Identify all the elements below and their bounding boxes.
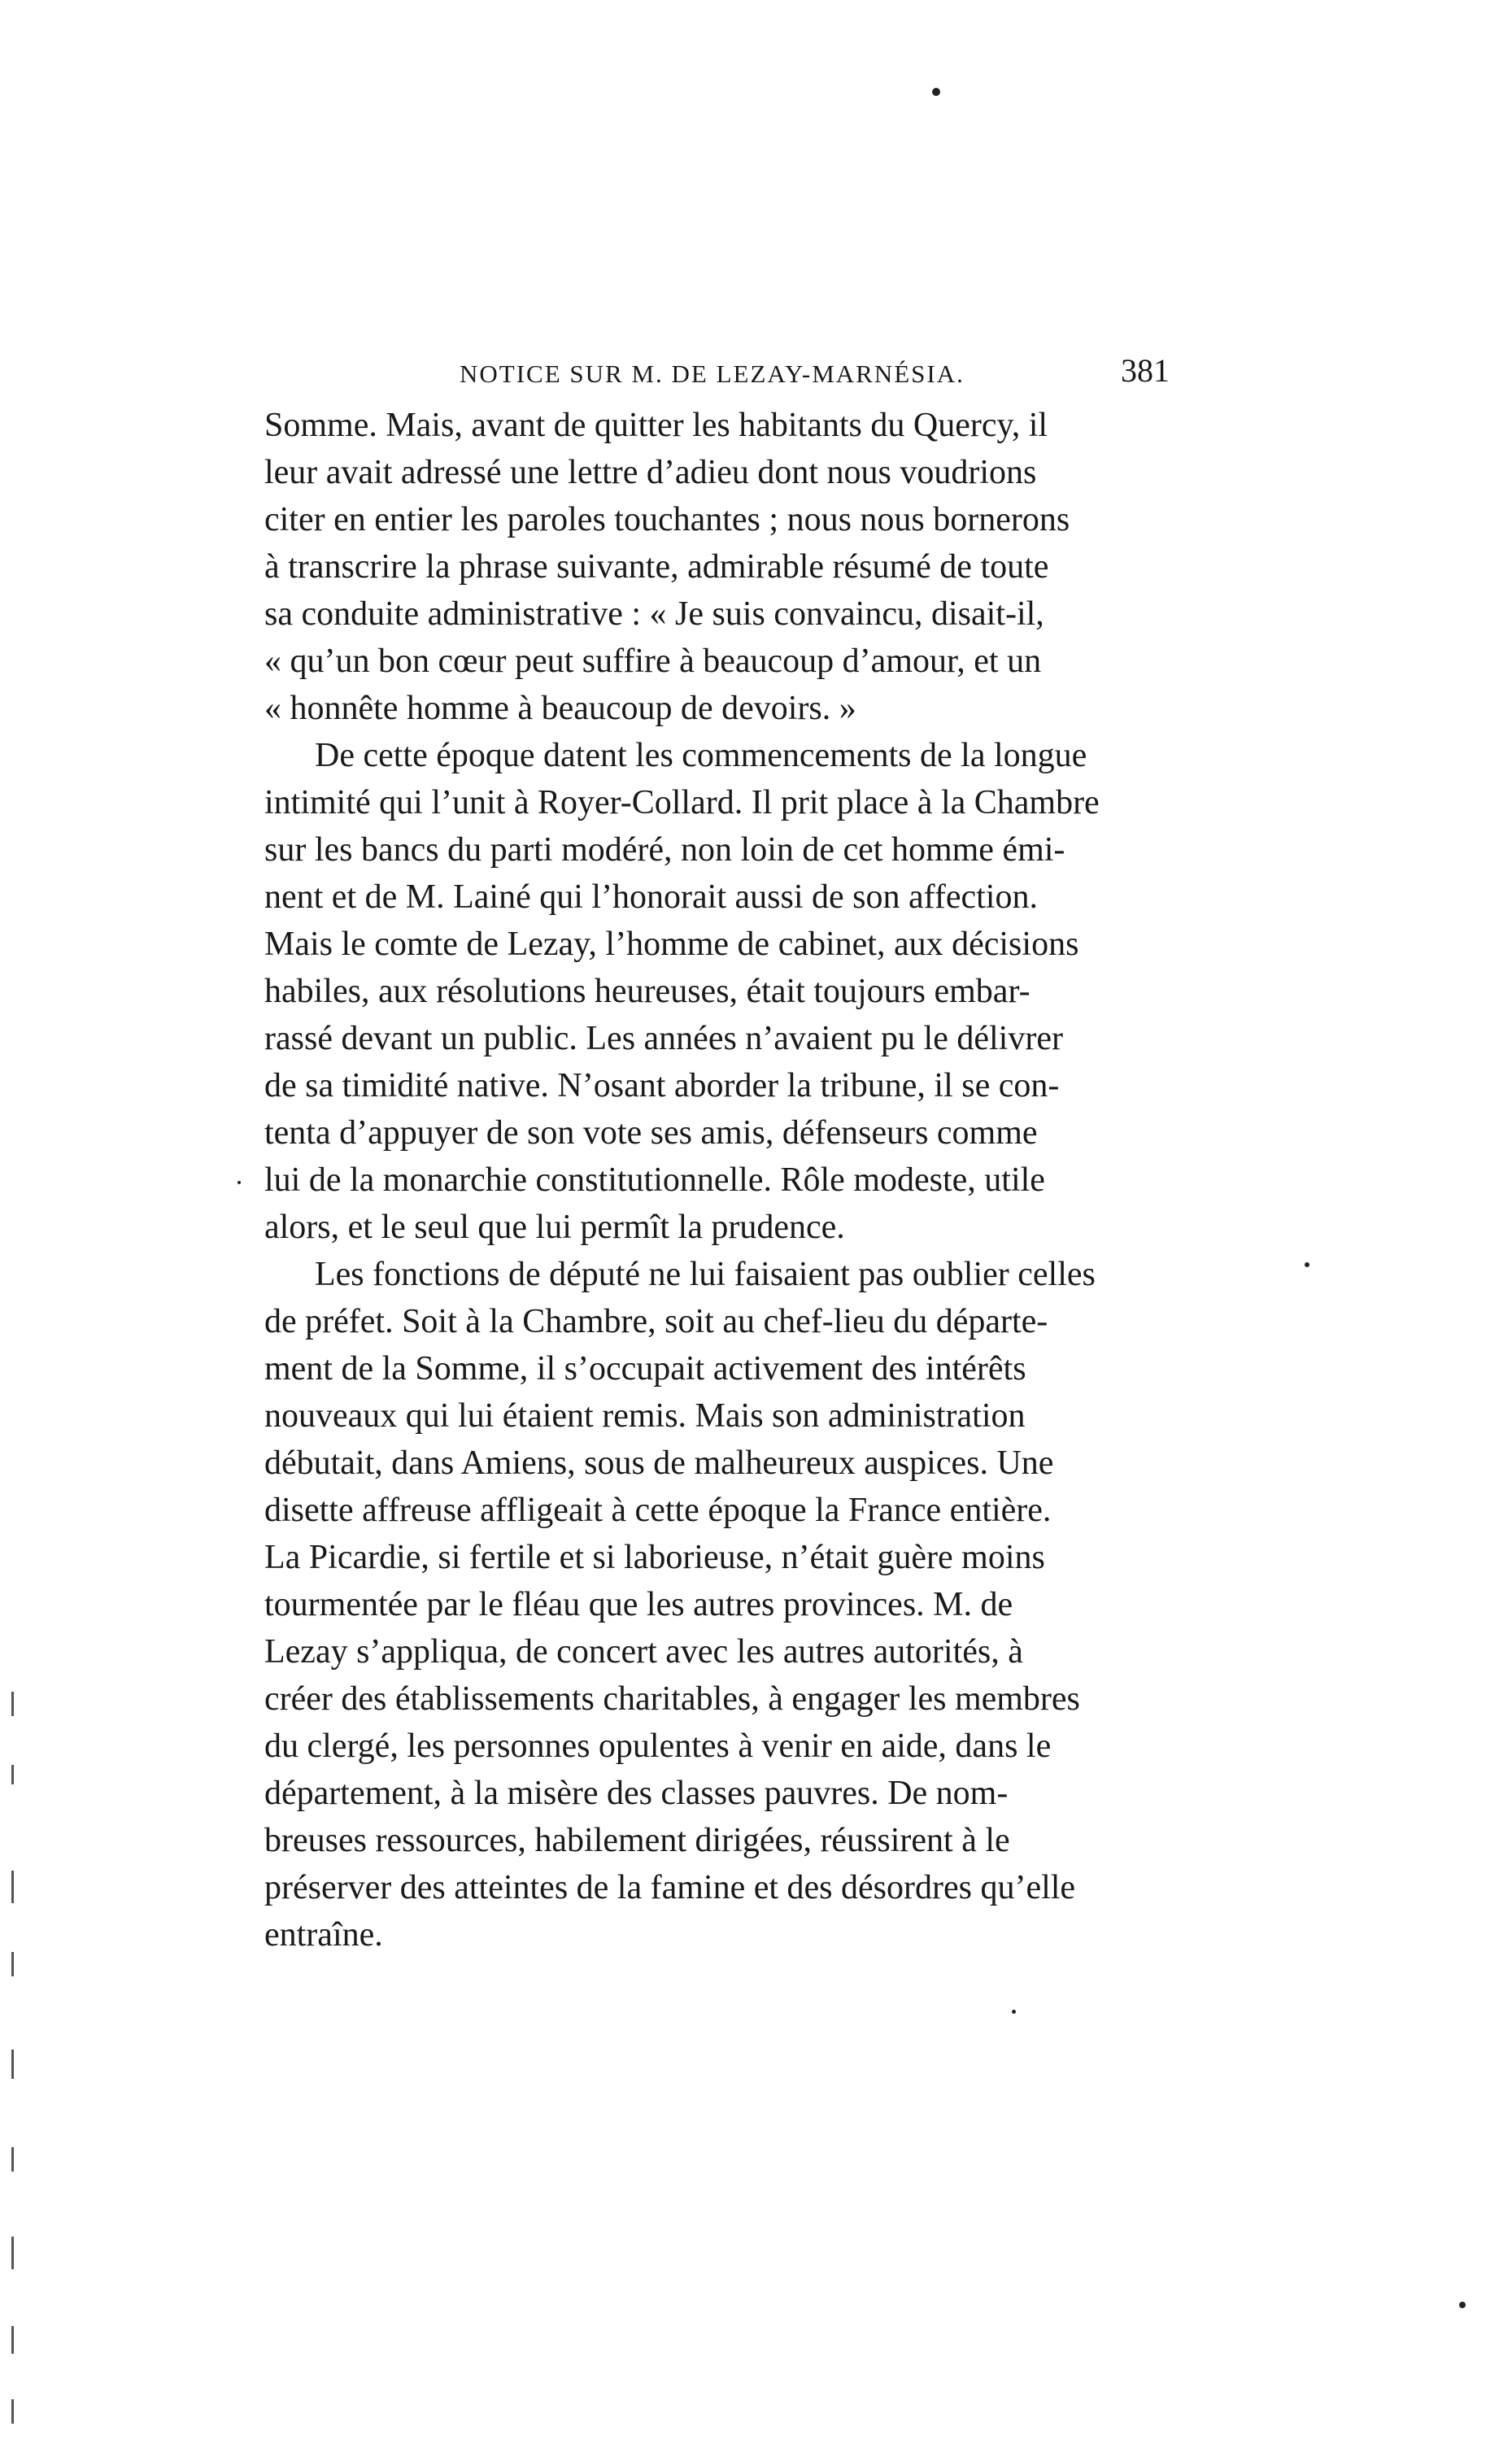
text-line: alors, et le seul que lui permît la prudence. [264, 1209, 845, 1246]
text-line: Mais le comte de Lezay, l’homme de cabinet, aux décisions [264, 926, 1079, 963]
ink-speck [1012, 2010, 1016, 2014]
text-line: « honnête homme à beaucoup de devoirs. » [264, 690, 856, 727]
margin-mark [11, 2050, 14, 2079]
text-line: de sa timidité native. N’osant aborder la tribune, il se con- [264, 1067, 1060, 1104]
text-line: intimité qui l’unit à Royer-Collard. Il prit place à la Chambre [264, 784, 1100, 821]
text-line: Somme. Mais, avant de quitter les habitants du Quercy, il [264, 407, 1048, 444]
text-line: lui de la monarchie constitutionnelle. Rôle modeste, utile [264, 1161, 1045, 1199]
text-line: à transcrire la phrase suivante, admirable résumé de toute [264, 548, 1049, 586]
margin-mark [11, 2399, 14, 2424]
text-line: nent et de M. Lainé qui l’honorait aussi de son affection. [264, 878, 1038, 916]
text-line: leur avait adressé une lettre d’adieu dont nous voudrions [264, 454, 1037, 491]
text-line: sur les bancs du parti modéré, non loin de cet homme émi- [264, 831, 1065, 869]
text-line: créer des établissements charitables, à engager les membres [264, 1680, 1080, 1718]
running-head [460, 351, 1170, 400]
page-number: 381 [1121, 352, 1170, 389]
text-line: entraîne. [264, 1916, 383, 1954]
text-line: « qu’un bon cœur peut suffire à beaucoup d’amour, et un [264, 643, 1042, 680]
ink-speck [237, 1181, 241, 1184]
margin-mark [11, 1692, 14, 1716]
text-line: tenta d’appuyer de son vote ses amis, défenseurs comme [264, 1114, 1038, 1152]
running-title: NOTICE SUR M. DE LEZAY-MARNÉSIA. [460, 359, 965, 388]
text-line: préserver des atteintes de la famine et des désordres qu’elle [264, 1869, 1076, 1906]
text-line: sa conduite administrative : « Je suis convaincu, disait-il, [264, 595, 1044, 633]
text-line: breuses ressources, habilement dirigées, réussirent à le [264, 1822, 1010, 1859]
text-line: débutait, dans Amiens, sous de malheureux auspices. Une [264, 1444, 1054, 1482]
text-line: nouveaux qui lui étaient remis. Mais son administration [264, 1397, 1026, 1435]
text-line: Les fonctions de député ne lui faisaient pas oublier celles [315, 1256, 1096, 1293]
text-line: La Picardie, si fertile et si laborieuse, n’était guère moins [264, 1539, 1045, 1576]
text-line: du clergé, les personnes opulentes à venir en aide, dans le [264, 1727, 1052, 1765]
text-line: rassé devant un public. Les années n’avaient pu le délivrer [264, 1020, 1063, 1057]
margin-mark [11, 2237, 14, 2269]
text-line: disette affreuse affligeait à cette époque la France entière. [264, 1492, 1052, 1529]
margin-mark [11, 1871, 14, 1903]
text-line: De cette époque datent les commencements de la longue [315, 737, 1087, 774]
text-line: tourmentée par le fléau que les autres provinces. M. de [264, 1586, 1013, 1623]
margin-mark [11, 2147, 14, 2172]
text-line: habiles, aux résolutions heureuses, était toujours embar- [264, 973, 1031, 1010]
text-line: ment de la Somme, il s’occupait activement des intérêts [264, 1350, 1026, 1388]
margin-mark [11, 2326, 14, 2354]
text-line: de préfet. Soit à la Chambre, soit au chef-lieu du départe- [264, 1303, 1048, 1340]
ink-speck [1459, 2302, 1466, 2308]
margin-mark [11, 1765, 14, 1784]
text-line: département, à la misère des classes pauvres. De nom- [264, 1775, 1009, 1812]
text-line: Lezay s’appliqua, de concert avec les autres autorités, à [264, 1633, 1023, 1671]
margin-mark [11, 1952, 14, 1976]
text-line: citer en entier les paroles touchantes ; nous nous bornerons [264, 501, 1070, 538]
body-text [264, 405, 1175, 1983]
ink-speck [1305, 1262, 1309, 1267]
ink-speck [932, 88, 940, 96]
